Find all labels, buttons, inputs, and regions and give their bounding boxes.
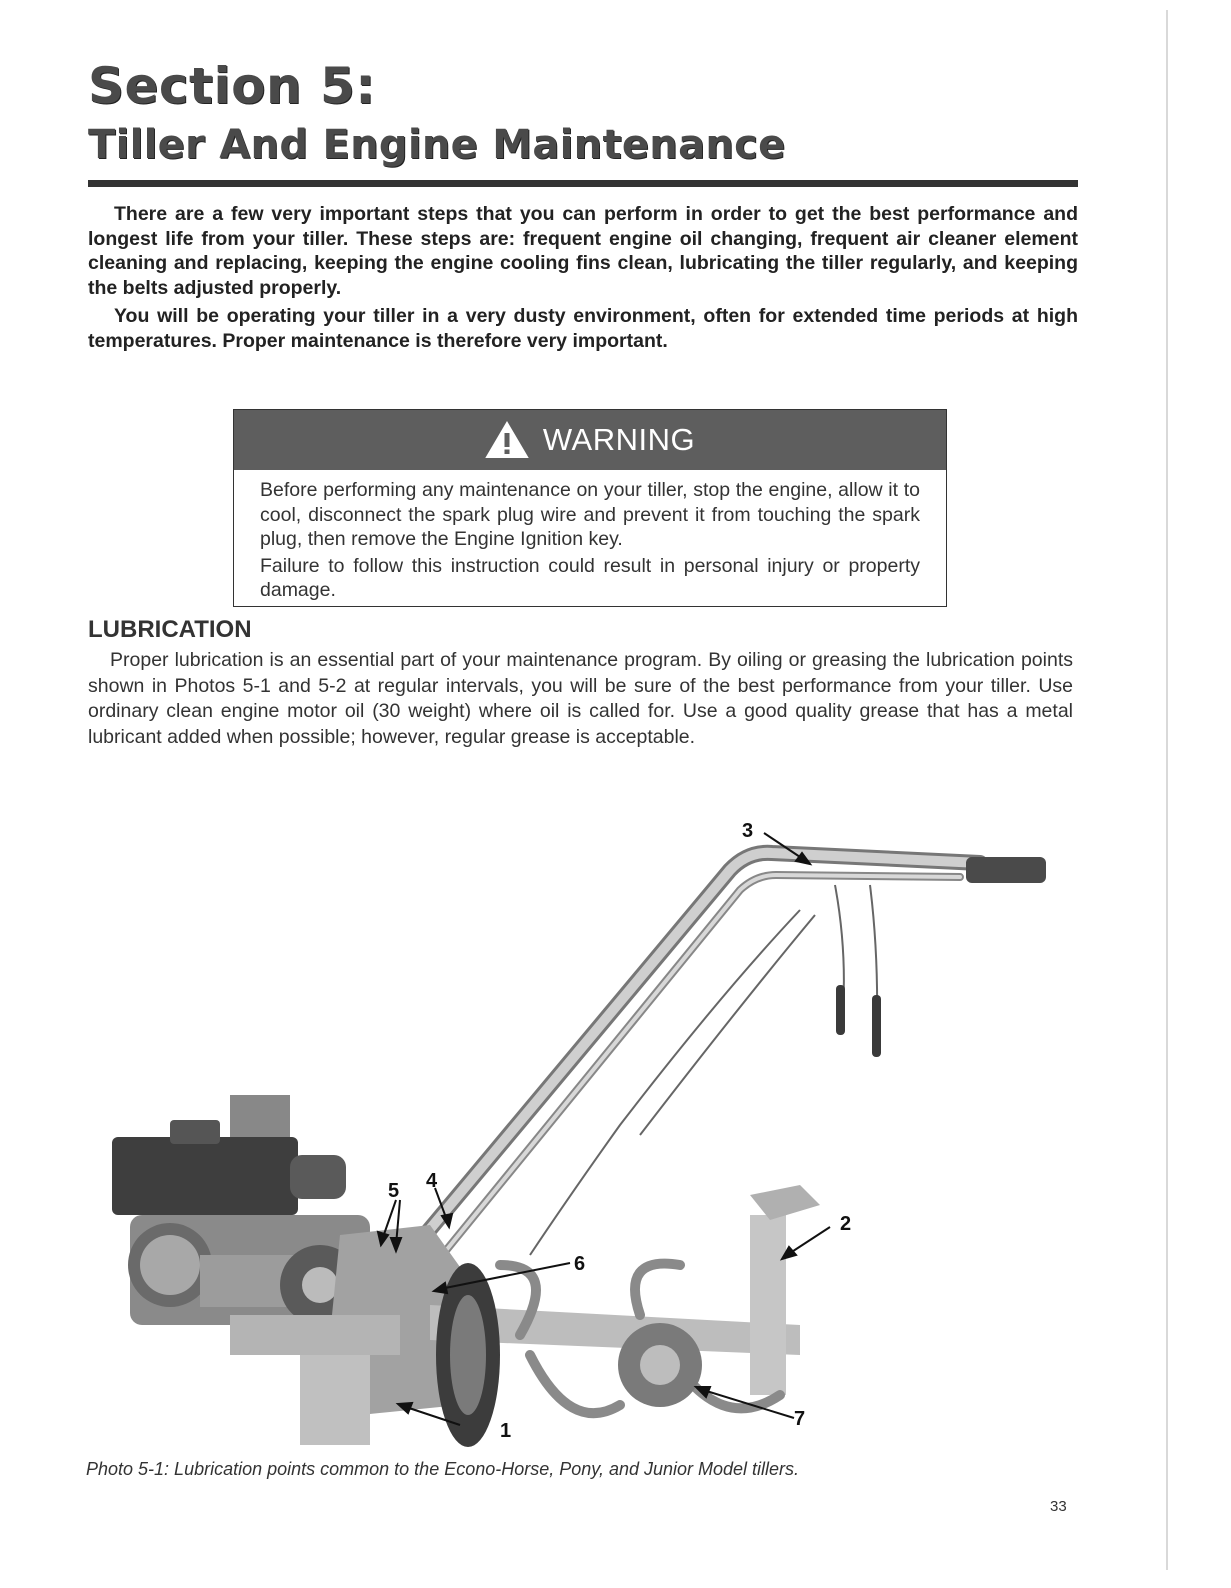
callout-3: 3 [742, 820, 754, 842]
tiller-photo [100, 795, 1060, 1455]
callout-7: 7 [794, 1408, 806, 1430]
title-rule [88, 180, 1078, 187]
callout-6: 6 [574, 1253, 586, 1275]
section-title: Section 5: [88, 57, 376, 115]
lubrication-text: Proper lubrication is an essential part of your maintenance program. By oiling or greasing the lubrication points shown in Photos 5-1 and 5-2 at regular intervals, you will be sure of the best performance from your tiller. Use ordinary clean engine motor oil (30 weight) where oil is called for. Use a good quality grease that has a metal lubricant added when possible; however, regular grease is acceptable. [88, 649, 1073, 748]
intro-text [88, 202, 1078, 357]
rear-frame [750, 1215, 786, 1395]
warning-box [233, 409, 947, 607]
lubrication-heading: LUBRICATION [88, 616, 252, 643]
callout-2: 2 [840, 1213, 852, 1235]
intro-paragraph-1: There are a few very important steps that you can perform in order to get the best performance and longest life from your tiller. These steps are: frequent engine oil changing, frequent air cleaner element cleaning and replacing, keeping the engine cooling fins clean, lubricating the tiller regularly, and keeping the belts adjusted properly. [88, 203, 1078, 299]
cable-lever [872, 995, 881, 1057]
cable-lever [836, 985, 845, 1035]
photo-caption: Photo 5-1: Lubrication points common to the Econo-Horse, Pony, and Junior Model tillers. [86, 1459, 800, 1479]
page-number: 33 [1050, 1498, 1067, 1515]
warning-title: WARNING [542, 422, 696, 457]
section-subtitle: Tiller And Engine Maintenance [88, 122, 786, 168]
warning-paragraph-1: Before performing any maintenance on your tiller, stop the engine, allow it to cool, disconnect the spark plug wire and prevent it from touching the spark plug, then remove the Engine Ignition key. [260, 479, 920, 550]
pulley [302, 1267, 338, 1303]
callout-5: 5 [388, 1180, 400, 1202]
depth-bar [750, 1185, 820, 1220]
callout-4: 4 [426, 1170, 438, 1192]
handlebar [400, 853, 980, 1275]
engine-base [230, 1315, 400, 1355]
tine-hub [640, 1345, 680, 1385]
handle-grip [966, 857, 1046, 883]
warning-header [234, 410, 946, 470]
callout-1: 1 [500, 1420, 512, 1442]
front-skid [300, 1355, 370, 1445]
warning-body [234, 470, 946, 603]
intro-paragraph-2: You will be operating your tiller in a very dusty environment, often for extended time periods at high temperatures. Proper maintenance is therefore very important. [88, 305, 1078, 352]
tine-disc [450, 1295, 486, 1415]
page-edge-rule [1166, 10, 1168, 1570]
warning-paragraph-2: Failure to follow this instruction could result in personal injury or property damage. [260, 554, 920, 601]
warning-triangle-icon [485, 421, 529, 459]
